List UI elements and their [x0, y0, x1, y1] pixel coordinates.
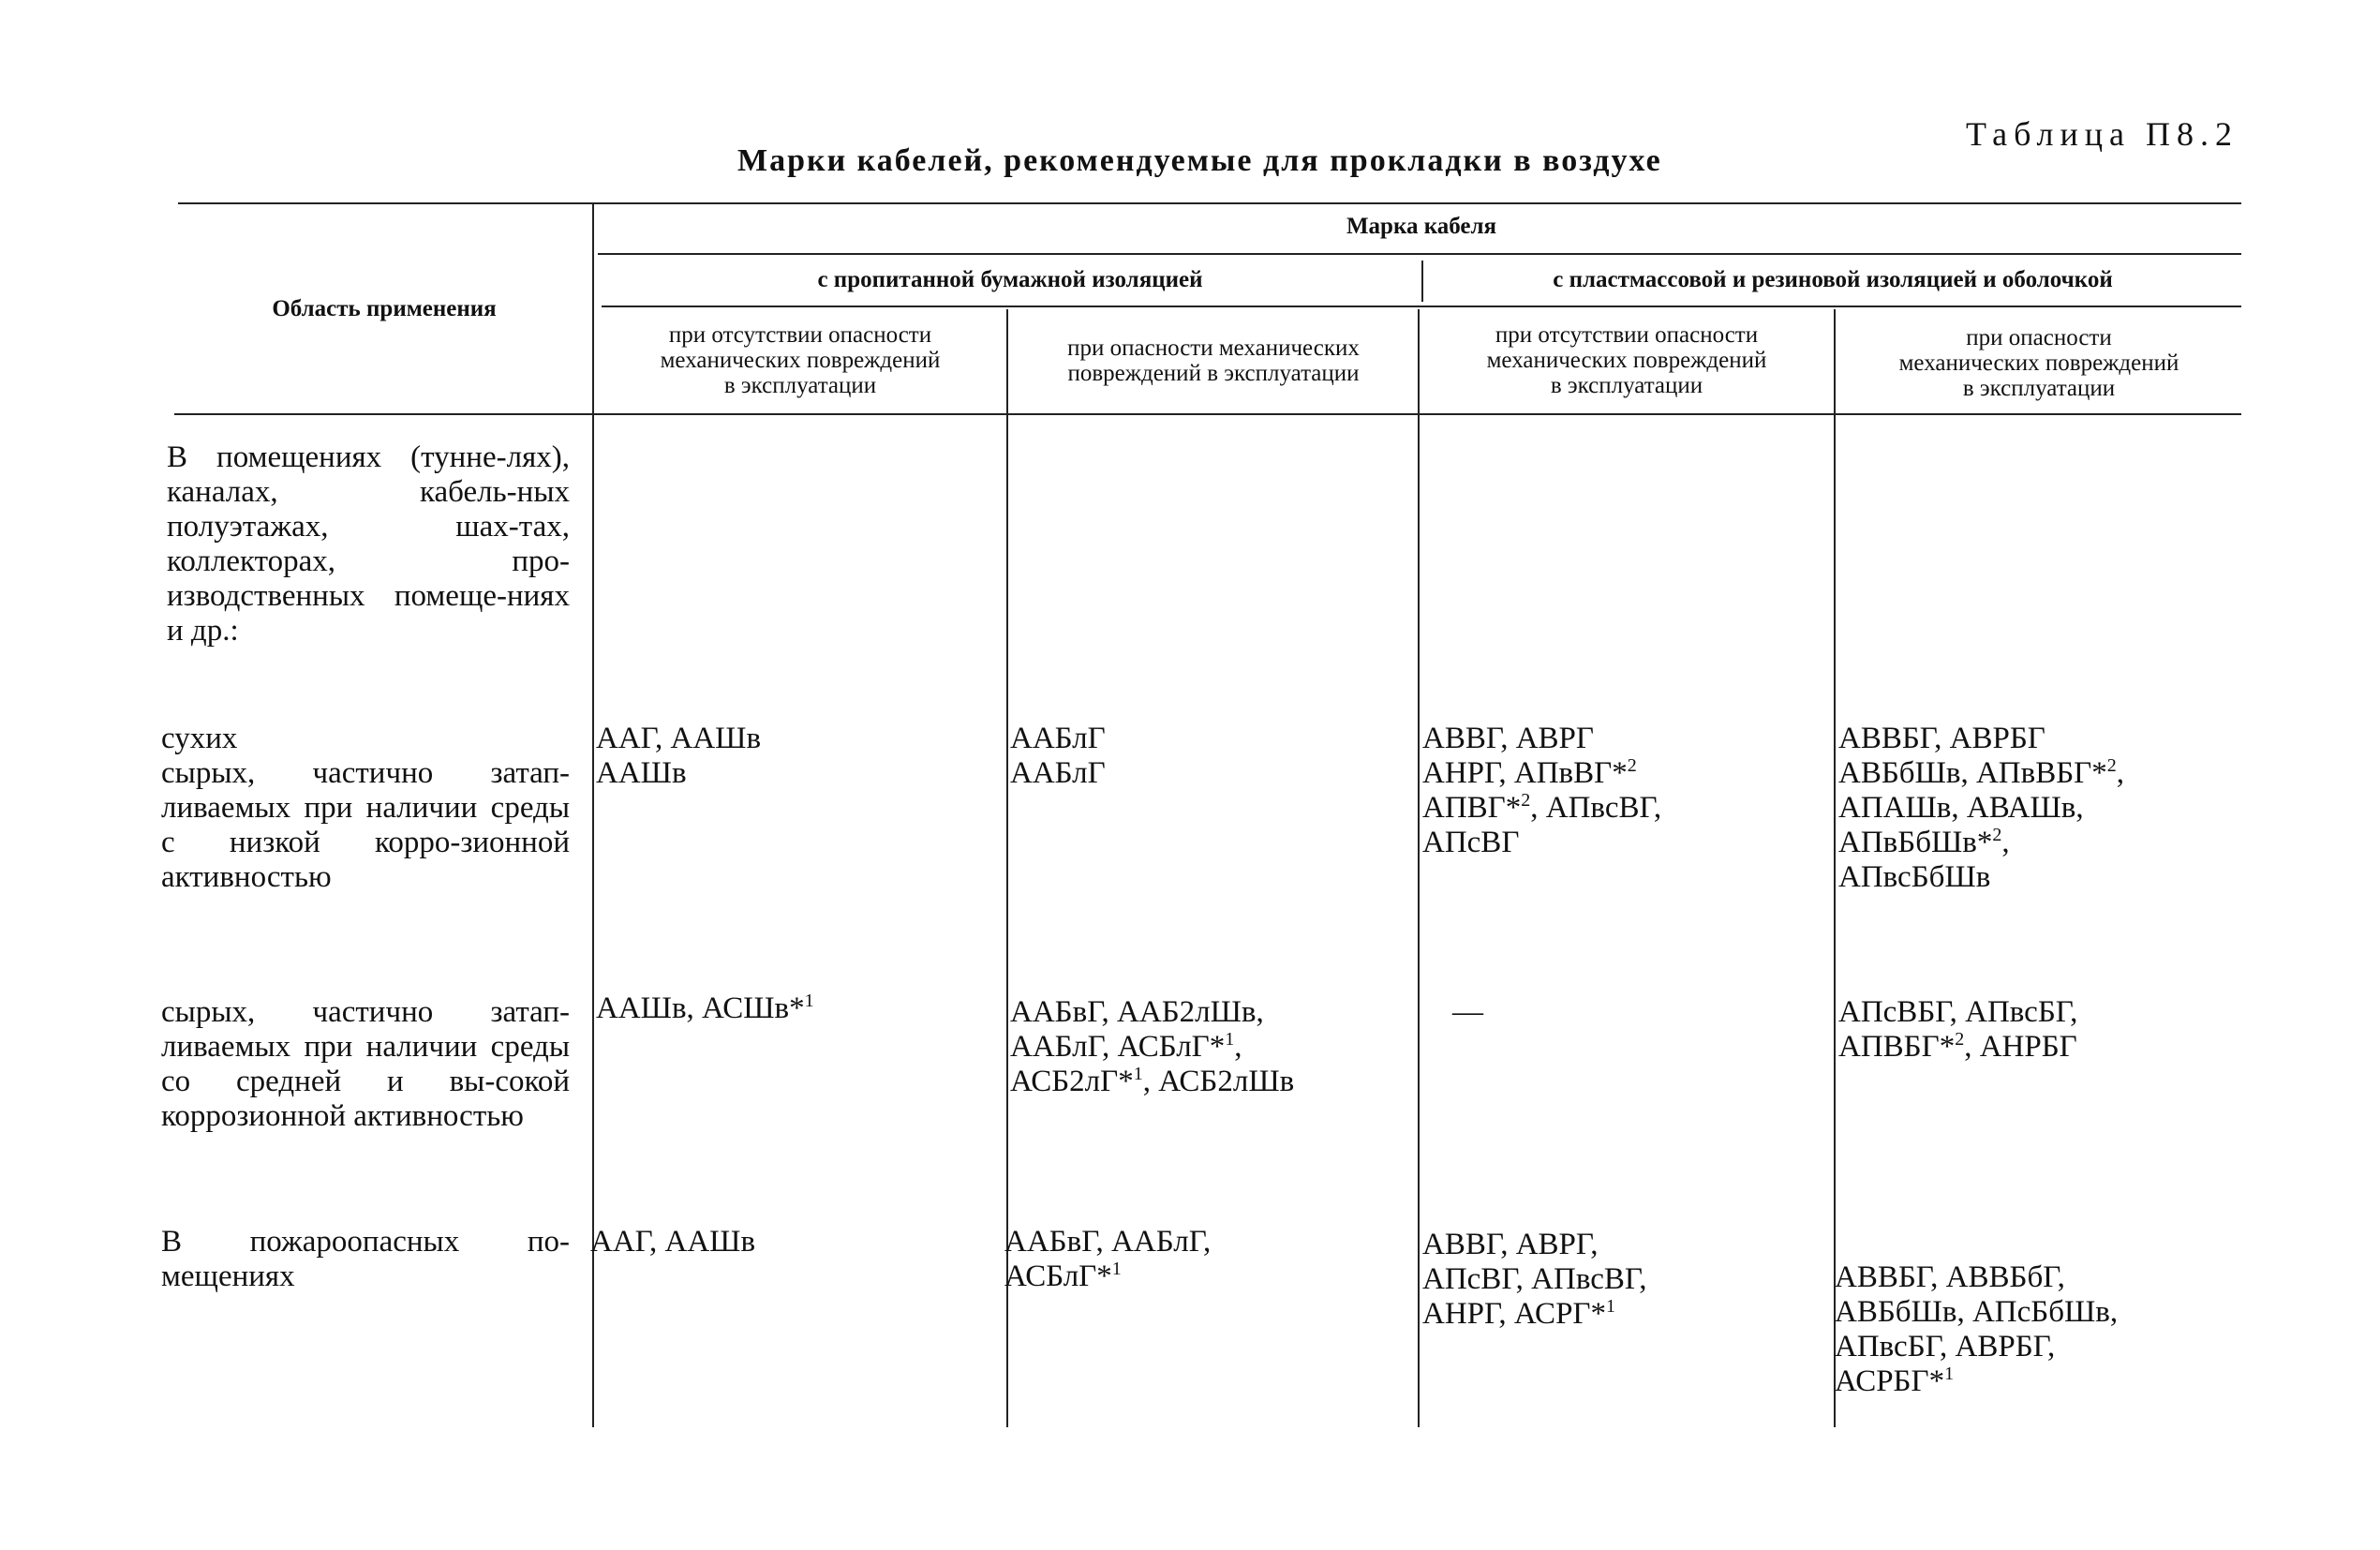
header-sub-3: при отсутствии опасности механических повреждений в эксплуатации	[1486, 322, 1767, 398]
row-3-col-2: ААБвГ, ААБ2лШв, ААБлГ, АСБлГ*$^1$, АСБ2лГ*$^1$, АСБ2лШв	[1010, 995, 1295, 1098]
header-paper-group: с пропитанной бумажной изоляцией	[817, 267, 1203, 292]
row-area-4: В пожароопасных по-мещениях	[161, 1225, 570, 1293]
header-area: Область применения	[272, 296, 497, 321]
group-rule	[602, 306, 2241, 307]
row-2-col-3: АВВГ, АВРГ АНРГ, АПвВГ*$^2$ АПВГ*$^2$, АПвсВГ, АПсВГ	[1422, 722, 1662, 859]
row-3-col-3: —	[1452, 995, 1483, 1029]
col-divider-3	[1418, 309, 1420, 1427]
row-4-col-1: ААГ, ААШв	[590, 1225, 756, 1259]
brand-rule	[598, 253, 2241, 255]
row-4-col-2: ААБвГ, ААБлГ, АСБлГ*$^1$	[1004, 1225, 1212, 1293]
row-3-col-1: ААШв, АСШв*$^1$	[596, 991, 814, 1025]
row-area-2: сухих сырых, частично затап-ливаемых при наличии среды с низкой корро-зионной активностью	[161, 722, 570, 894]
header-plastic-group: с пластмассовой и резиновой изоляцией и оболочкой	[1553, 267, 2113, 292]
row-4-col-3: АВВГ, АВРГ, АПсВГ, АПвсВГ, АНРГ, АСРГ*$^1$	[1422, 1228, 1647, 1331]
top-rule	[178, 202, 2241, 204]
table-number: Таблица П8.2	[1966, 115, 2239, 153]
col-divider-group	[1421, 261, 1423, 302]
header-sub-4: при опасности механических повреждений в эксплуатации	[1898, 325, 2179, 401]
header-bottom-rule	[174, 413, 2241, 415]
row-3-col-4: АПсВБГ, АПвсБГ, АПВБГ*$^2$, АНРБГ	[1838, 995, 2078, 1064]
header-sub-2: при опасности механических повреждений в эксплуатации	[1067, 335, 1360, 386]
header-sub-1: при отсутствии опасности механических повреждений в эксплуатации	[660, 322, 941, 398]
row-4-col-4: АВВБГ, АВВБбГ, АВБбШв, АПсБбШв, АПвсБГ, АВРБГ, АСРБГ*$^1$	[1835, 1260, 2119, 1398]
table-title: Марки кабелей, рекомендуемые для прокладки в воздухе	[737, 143, 1662, 178]
header-brand: Марка кабеля	[1346, 214, 1497, 239]
row-2-col-4: АВВБГ, АВРБГ АВБбШв, АПвВБГ*$^2$, АПАШв, АВАШв, АПвБбШв*$^2$, АПвсБбШв	[1838, 722, 2124, 894]
row-2-col-1: ААГ, ААШв ААШв	[596, 722, 762, 790]
row-area-1: В помещениях (тунне-лях), каналах, кабель-ных полуэтажах, шах-тах, коллекторах, про-изводственных помеще-ниях и др.:	[167, 440, 570, 648]
row-area-3: сырых, частично затап-ливаемых при наличии среды со средней и вы-сокой коррозионной активностью	[161, 995, 570, 1133]
row-2-col-2: ААБлГ ААБлГ	[1010, 722, 1106, 790]
